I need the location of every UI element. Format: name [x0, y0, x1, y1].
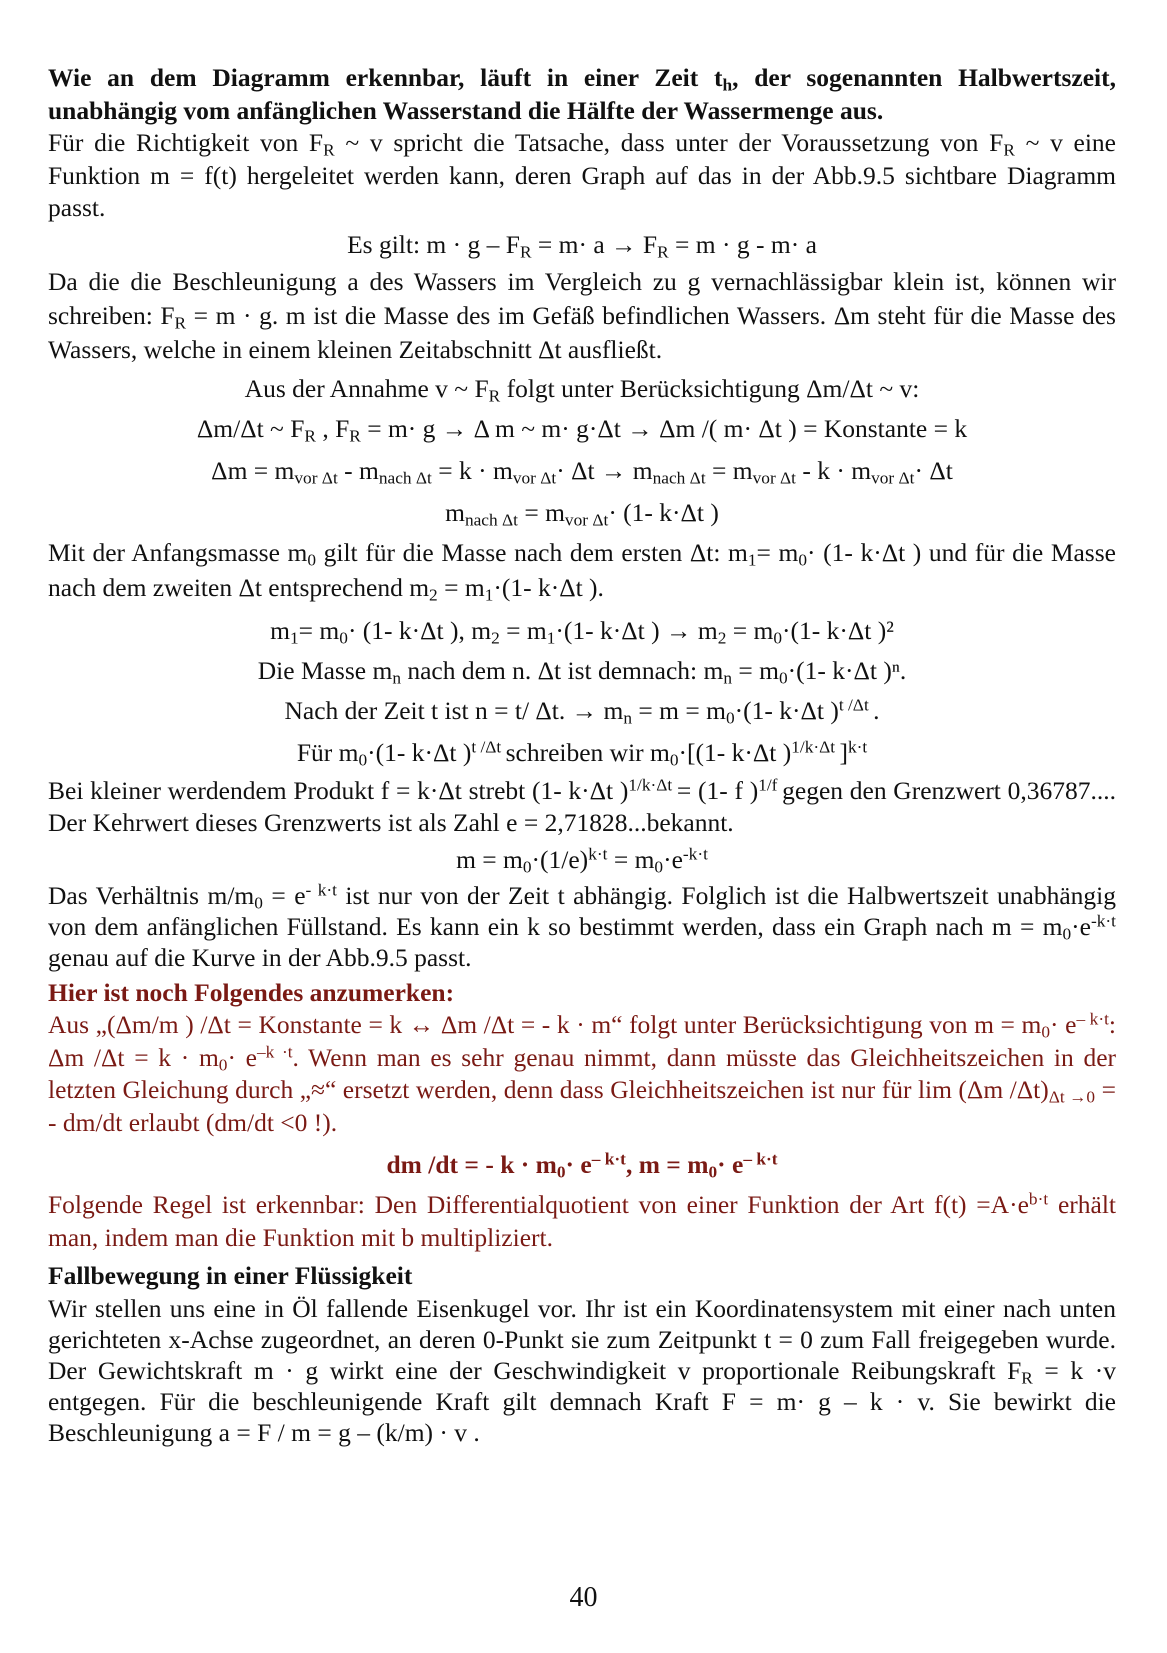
note-heading: Hier ist noch Folgendes anzumerken: [48, 977, 455, 1007]
note-text: Aus „(Δm/m ) /Δt = Konstante = k ↔ Δm /Δt = - k · m“ folgt unter Berücksichtigung von $m = m_0\cdot e^{- k\cdot t}$: Δm $/\Delta t = k \cdot m_0\cdot e^{-k \cdot t}$. Wenn man es sehr genau nimmt, dann müsste das Gleichheitszeichen in der letzten Gleichung durch „≈“ ersetzt werden, denn dass Gleichheitszeichen ist nur für lim (Δm $/\Delta t)_{\Delta t \to 0}$ = - dm/dt erlaubt (dm/dt <0 !). [48, 1009, 1116, 1137]
equation-annahme: Aus der Annahme v ~ $F_R$ folgt unter Berücksichtigung Δm/Δt ~ v: [244, 373, 920, 405]
document-page [48, 62, 1116, 1448]
equation-m-nach: $m_{nach \Delta t} = m_{vor \Delta t}\cdot (1-$ k·Δt ) [445, 497, 719, 529]
paragraph-anfangsmasse: Mit der Anfangsmasse $m_0$ gilt für die Masse nach dem ersten Δt: $m_1= m_0\cdot (1-$ k·Δt ) und für die Masse nach dem zweiten Δt entsprechend $m_2 = m_1\cdot(1-$ k·Δt ). [48, 537, 1116, 604]
page-number: 40 [569, 1582, 598, 1613]
section-heading-fallbewegung: Fallbewegung in einer Flüssigkeit [48, 1261, 413, 1290]
equation-es-gilt: Es gilt: $m \cdot g - F_R = m\cdot a \to F_R = m \cdot g - m\cdot a$ [347, 229, 817, 261]
note-formula: dm /dt = - $k \cdot m_0\cdot e^{- k\cdot t}$, $m = m_0\cdot e^{- k\cdot t}$ [386, 1149, 778, 1182]
equation-delta-m: $\Delta m = m_{vor \Delta t} - m_{nach \Delta t} = k \cdot m_{vor \Delta t}\cdot \Delta t \to m_{nach \Delta t} = m_{vor \Delta t} - k \cdot m_{vor \Delta t}\cdot \Delta t$ [211, 455, 953, 487]
equation-m-e: $m = m_0\cdot(1/e)^{k\cdot t} = m_0\cdot e^{-k\cdot t}$ [456, 843, 708, 876]
equation-fuer: Für $m_0\cdot(1-$ k·Δt )$^{t /\Delta t}$ schreiben wir $m_0\cdot[(1-$ k·Δt )$^{1/k\cdot\Delta t}$ ]$^{k\cdot t}$ [296, 736, 868, 769]
equation-m1-m2: $m_1= m_0\cdot (1-$ k·Δt ), $m_2 = m_1\cdot(1-$ k·Δt ) → $m_2 = m_0\cdot(1-$ k·Δt )² [270, 615, 894, 647]
intro-bold-statement: Wie an dem Diagramm erkennbar, läuft in einer Zeit $t_h$, der sogenannten Halbwertszeit, unabhängig vom anfänglichen Wasserstand die Hälfte der Wassermenge aus. [48, 63, 1116, 125]
paragraph-fallbewegung: Wir stellen uns eine in Öl fallende Eisenkugel vor. Ihr ist ein Koordinatensystem mit einer nach unten gerichteten x-Achse zugeordnet, an deren 0-Punkt sie zum Zeitpunkt t = 0 zum Fall freigegeben wurde. Der Gewichtskraft m · g wirkt eine der Geschwindigkeit v proportionale Reibungskraft $F_R = k \cdot v$ entgegen. Für die beschleunigende Kraft gilt demnach Kraft F = m· g – k · v. Sie bewirkt die Beschleunigung a = F / m = g – (k/m) · v . [48, 1293, 1116, 1447]
equation-mn: Die Masse $m_n$ nach dem n. Δt ist demnach: $m_n = m_0\cdot(1-$ k·Δt )ⁿ. [257, 655, 907, 687]
equation-konstante: Δm/Δt ~ $F_R$ , $F_R = m\cdot g \to \Delta$ m ~ m· g·Δt → Δm /( m· Δt ) = Konstante = k [196, 413, 968, 445]
equation-zeit: Nach der Zeit t ist n = t/ Δt. → $m_n = m = m_0\cdot(1-$ k·Δt )$^{t /\Delta t}$ . [284, 694, 880, 727]
paragraph-verhaeltnis: Das Verhältnis $m/m_0 = e^{- k\cdot t}$ ist nur von der Zeit t abhängig. Folglich ist die Halbwertszeit unabhängig von dem anfänglichen Füllstand. Es kann ein k so bestimmt werden, dass ein Graph nach $m = m_0\cdot e^{-k\cdot t}$ genau auf die Kurve in der Abb.9.5 passt. [48, 879, 1116, 972]
paragraph-grenzwert: Bei kleiner werdendem Produkt f = k·Δt strebt (1- k·Δt )$^{1/k\cdot\Delta t}$ = (1- f )$^{1/f}$ gegen den Grenzwert 0,36787.... Der Kehrwert dieses Grenzwerts ist als Zahl e = 2,71828...bekannt. [48, 774, 1116, 837]
note-rule: Folgende Regel ist erkennbar: Den Differentialquotient von einer Funktion der Art $f(t) =A\cdot e^{b\cdot t}$ erhält man, indem man die Funktion mit b multipliziert. [48, 1189, 1116, 1252]
intro-paragraph: Für die Richtigkeit von $F_R$ ~ v spricht die Tatsache, dass unter der Voraussetzung von $F_R$ ~ v eine Funktion m = f(t) hergeleitet werden kann, deren Graph auf das in der Abb.9.5 sichtbare Diagramm passt. [48, 128, 1116, 222]
paragraph-beschleunigung: Da die die Beschleunigung a des Wassers im Vergleich zu g vernachlässigbar klein ist, können wir schreiben: $F_R = m \cdot g$. m ist die Masse des im Gefäß befindlichen Wassers. Δm steht für die Masse des Wassers, welche in einem kleinen Zeitabschnitt Δt ausfließt. [48, 266, 1116, 364]
